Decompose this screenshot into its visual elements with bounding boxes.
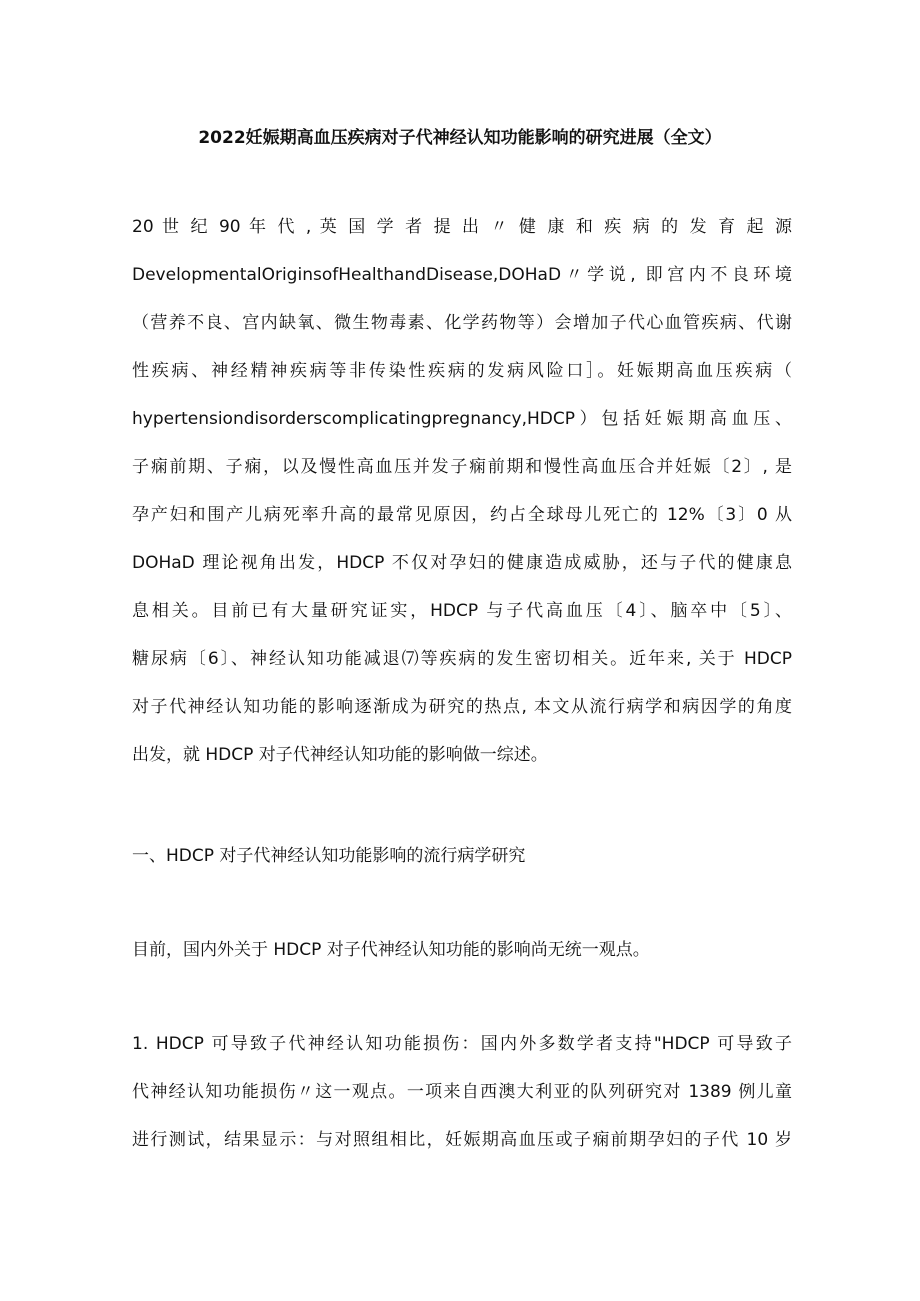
paragraph-intro	[132, 203, 792, 779]
text-line: DOHaD 理论视角出发，HDCP 不仅对孕妇的健康造成威胁，还与子代的健康息	[132, 553, 792, 573]
text-line: hypertensiondisorderscomplicatingpregnancy,HDCP）包括妊娠期高血压、	[132, 409, 792, 429]
text-line: （营养不良、宫内缺氧、微生物毒素、化学药物等）会增加子代心血管疾病、代谢	[132, 313, 792, 333]
text-line: 目前，国内外关于 HDCP 对子代神经认知功能的影响尚无统一观点。	[132, 940, 650, 960]
paragraph-point-1	[132, 1020, 792, 1164]
text-line: 息相关。目前已有大量研究证实，HDCP 与子代高血压〔4〕、脑卒中〔5〕、	[132, 601, 792, 621]
text-line: 性疾病、神经精神疾病等非传染性疾病的发病风险口］。妊娠期高血压疾病（	[132, 361, 792, 381]
heading-text: 一、HDCP 对子代神经认知功能影响的流行病学研究	[132, 846, 526, 866]
text-line: 进行测试，结果显示：与对照组相比，妊娠期高血压或子痫前期孕妇的子代 10 岁	[132, 1130, 792, 1150]
text-line: 对子代神经认知功能的影响逐渐成为研究的热点, 本文从流行病学和病因学的角度	[132, 697, 792, 717]
text-line: 20 世 纪 90 年 代 , 英 国 学 者 提 出 〃 健 康 和 疾 病 的 发 育 起 源	[132, 217, 792, 237]
text-line: 糖尿病〔6〕、神经认知功能减退⑺等疾病的发生密切相关。近年来, 关于 HDCP	[132, 649, 792, 669]
text-line: 子痫前期、子痫，以及慢性高血压并发子痫前期和慢性高血压合并妊娠〔2〕, 是	[132, 457, 792, 477]
text-line: 孕产妇和围产儿病死率升高的最常见原因，约占全球母儿死亡的 12%〔3〕0 从	[132, 505, 792, 525]
text-line: 1. HDCP 可导致子代神经认知功能损伤：国内外多数学者支持"HDCP 可导致子	[132, 1034, 792, 1054]
text-line: DevelopmentalOriginsofHealthandDisease,DOHaD〃学说, 即宫内不良环境	[132, 265, 792, 285]
paragraph-overview	[132, 926, 792, 974]
text-line: 代神经认知功能损伤〃这一观点。一项来自西澳大利亚的队列研究对 1389 例儿童	[132, 1082, 792, 1102]
text-line: 出发，就 HDCP 对子代神经认知功能的影响做一综述。	[132, 745, 548, 765]
section-heading	[132, 832, 792, 880]
document-title: 2022妊娠期高血压疾病对子代神经认知功能影响的研究进展（全文）	[198, 128, 722, 148]
